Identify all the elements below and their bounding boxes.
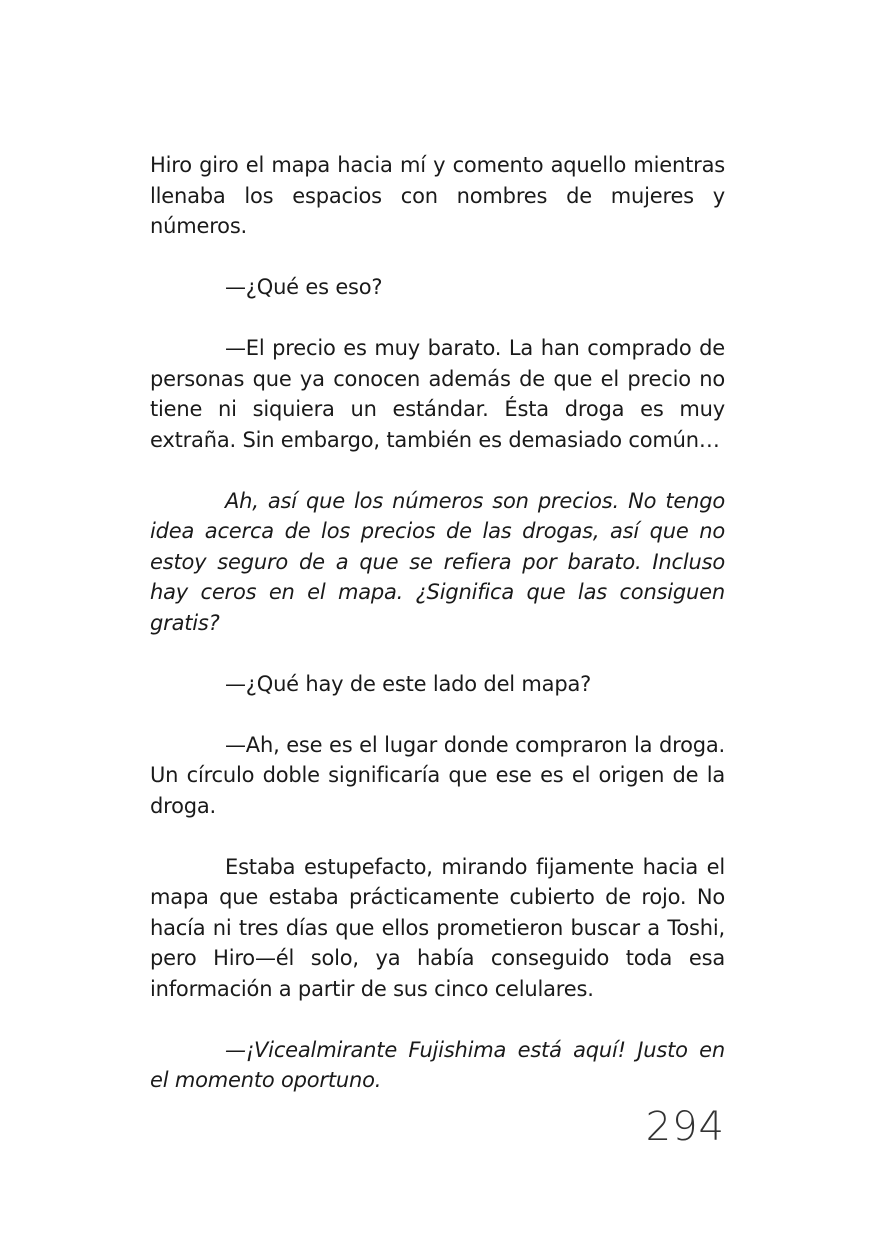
paragraph-4-thought: Ah, así que los números son precios. No tengo idea acerca de los precios de las drogas, así que no estoy seguro de a que se refiera por barato. Incluso hay ceros en el mapa. ¿Significa que las consiguen gratis? <box>150 488 725 635</box>
paragraph-2-dialogue: —¿Qué es eso? <box>225 275 383 299</box>
paragraph-1: Hiro giro el mapa hacia mí y comento aquello mientras llenaba los espacios con nombres de mujeres y números. <box>150 153 725 238</box>
paragraph-3-dialogue: —El precio es muy barato. La han comprado de personas que ya conocen además de que el precio no tiene ni siquiera un estándar. Ésta droga es muy extraña. Sin embargo, también es demasiado común… <box>150 336 725 452</box>
paragraph-6-dialogue: —Ah, ese es el lugar donde compraron la droga. Un círculo doble significaría que ese es el origen de la droga. <box>150 732 725 818</box>
body-text <box>150 150 725 1126</box>
paragraph-7: Estaba estupefacto, mirando fijamente hacia el mapa que estaba prácticamente cubierto de rojo. No hacía ni tres días que ellos prometieron buscar a Toshi, pero Hiro—él solo, ya había conseguido toda esa información a partir de sus cinco celulares. <box>150 854 725 1001</box>
page-number: 294 <box>645 1104 725 1150</box>
paragraph-5-dialogue: —¿Qué hay de este lado del mapa? <box>225 671 592 696</box>
paragraph-8-dialogue: —¡Vicealmirante Fujishima está aquí! Justo en el momento oportuno. <box>150 1037 725 1092</box>
